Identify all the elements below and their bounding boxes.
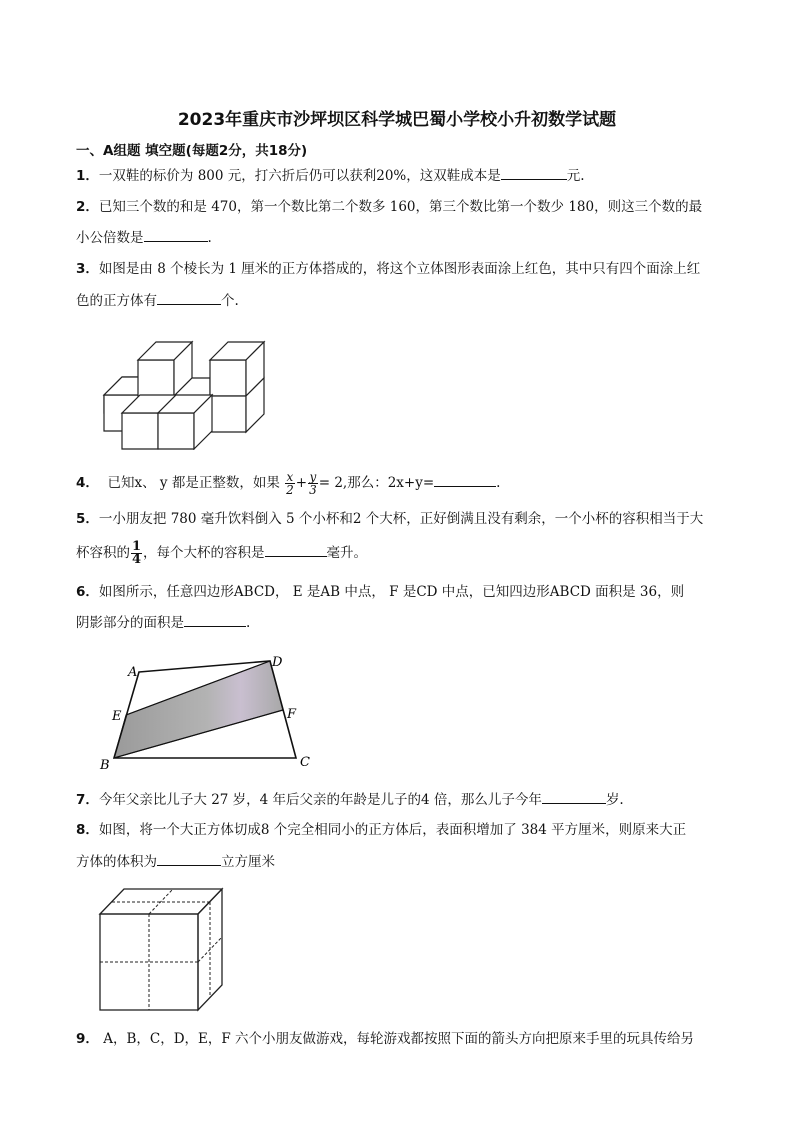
question-number: 4． [76,475,99,491]
fraction-x-over-2: $\frac{x}{2}$ [286,470,294,497]
fraction-one-quarter: $\frac{1}{4}$ [132,539,142,567]
question-text: 今年父亲比儿子大 27 岁，4 年后父亲的年龄是儿子的4 倍，那么儿子今年 [98,792,542,808]
question-2 [76,197,702,217]
label-c: C [300,755,310,770]
question-text: 如图是由 8 个棱长为 1 厘米的正方体搭成的，将这个立体图形表面涂上红色，其中只有四个面涂上红 [98,261,701,277]
answer-blank[interactable] [144,227,208,242]
question-unit: 岁. [605,792,624,808]
question-text: ，每个大杯的容积是 [143,545,265,561]
page-title: 2023年重庆市沙坪坝区科学城巴蜀小学校小升初数学试题 [177,110,617,130]
question-text: 如图，将一个大正方体切成8 个完全相同小的正方体后，表面积增加了 384 平方厘米，则原来大正 [98,822,687,838]
question-2-continued [76,227,212,248]
answer-blank[interactable] [265,542,327,557]
question-text: 杯容积的 [76,545,130,561]
question-number: 7． [76,792,99,808]
answer-blank[interactable] [501,165,567,180]
quadrilateral-figure [96,652,326,774]
label-b: B [100,758,110,773]
question-text: 方体的体积为 [76,854,157,870]
question-5-continued [76,541,367,566]
question-unit: 立方厘米 [221,854,275,870]
answer-blank[interactable] [157,851,221,866]
label-f: F [287,707,297,722]
question-7 [76,789,624,810]
question-3 [76,259,700,279]
question-unit: . [496,475,501,491]
question-text: 一小朋友把 780 毫升饮料倒入 5 个小杯和2 个大杯，正好倒满且没有剩余，一个小杯的容积相当于大 [98,511,704,527]
question-number: 6． [76,584,99,600]
question-text: 色的正方体有 [76,293,157,309]
question-8-continued [76,851,275,872]
answer-blank[interactable] [542,789,606,804]
question-unit: . [207,230,212,246]
question-3-continued [76,290,239,311]
question-number: 3． [76,261,99,277]
question-text: 小公倍数是 [76,230,144,246]
question-unit: 个. [221,293,239,309]
question-number: 2． [76,199,99,215]
question-text: 阴影部分的面积是 [76,615,184,631]
question-unit: 元. [566,168,585,184]
question-number: 8． [76,822,99,838]
question-text: 如图所示，任意四边形ABCD， E 是AB 中点， F 是CD 中点，已知四边形ABCD 面积是 36，则 [98,584,685,600]
label-d: D [272,655,283,670]
question-6-continued [76,612,250,633]
question-1 [76,165,585,186]
question-4 [76,471,500,496]
question-number: 9． [76,1031,99,1047]
question-text: 一双鞋的标价为 800 元，打六折后仍可以获利20%，这双鞋成本是 [98,168,501,184]
question-number: 5． [76,511,99,527]
question-text: 已知三个数的和是 470，第一个数比第二个数多 160，第三个数比第一个数少 180，则这三个数的最 [98,199,703,215]
question-unit: . [246,615,251,631]
question-5 [76,509,703,529]
section-heading: 一、A组题 填空题(每题2分，共18分) [76,143,308,159]
big-cube-figure [96,885,244,1015]
question-9 [76,1029,694,1049]
cube-stack-figure [100,338,270,450]
equation-text: = 2,那么：2x+y= [318,475,435,491]
answer-blank[interactable] [184,612,246,627]
question-8 [76,820,686,840]
fraction-y-over-3: $\frac{y}{3}$ [309,470,317,497]
question-6 [76,582,684,602]
plus-sign: + [295,475,308,491]
label-a: A [128,665,138,680]
label-e: E [112,709,122,724]
question-unit: 毫升。 [326,545,368,561]
question-number: 1． [76,168,99,184]
answer-blank[interactable] [434,472,496,487]
answer-blank[interactable] [157,290,221,305]
question-text: 已知x、 y 都是正整数，如果 [107,475,280,491]
question-text: A，B，C，D，E，F 六个小朋友做游戏，每轮游戏都按照下面的箭头方向把原来手里的玩具传给另 [98,1031,695,1047]
